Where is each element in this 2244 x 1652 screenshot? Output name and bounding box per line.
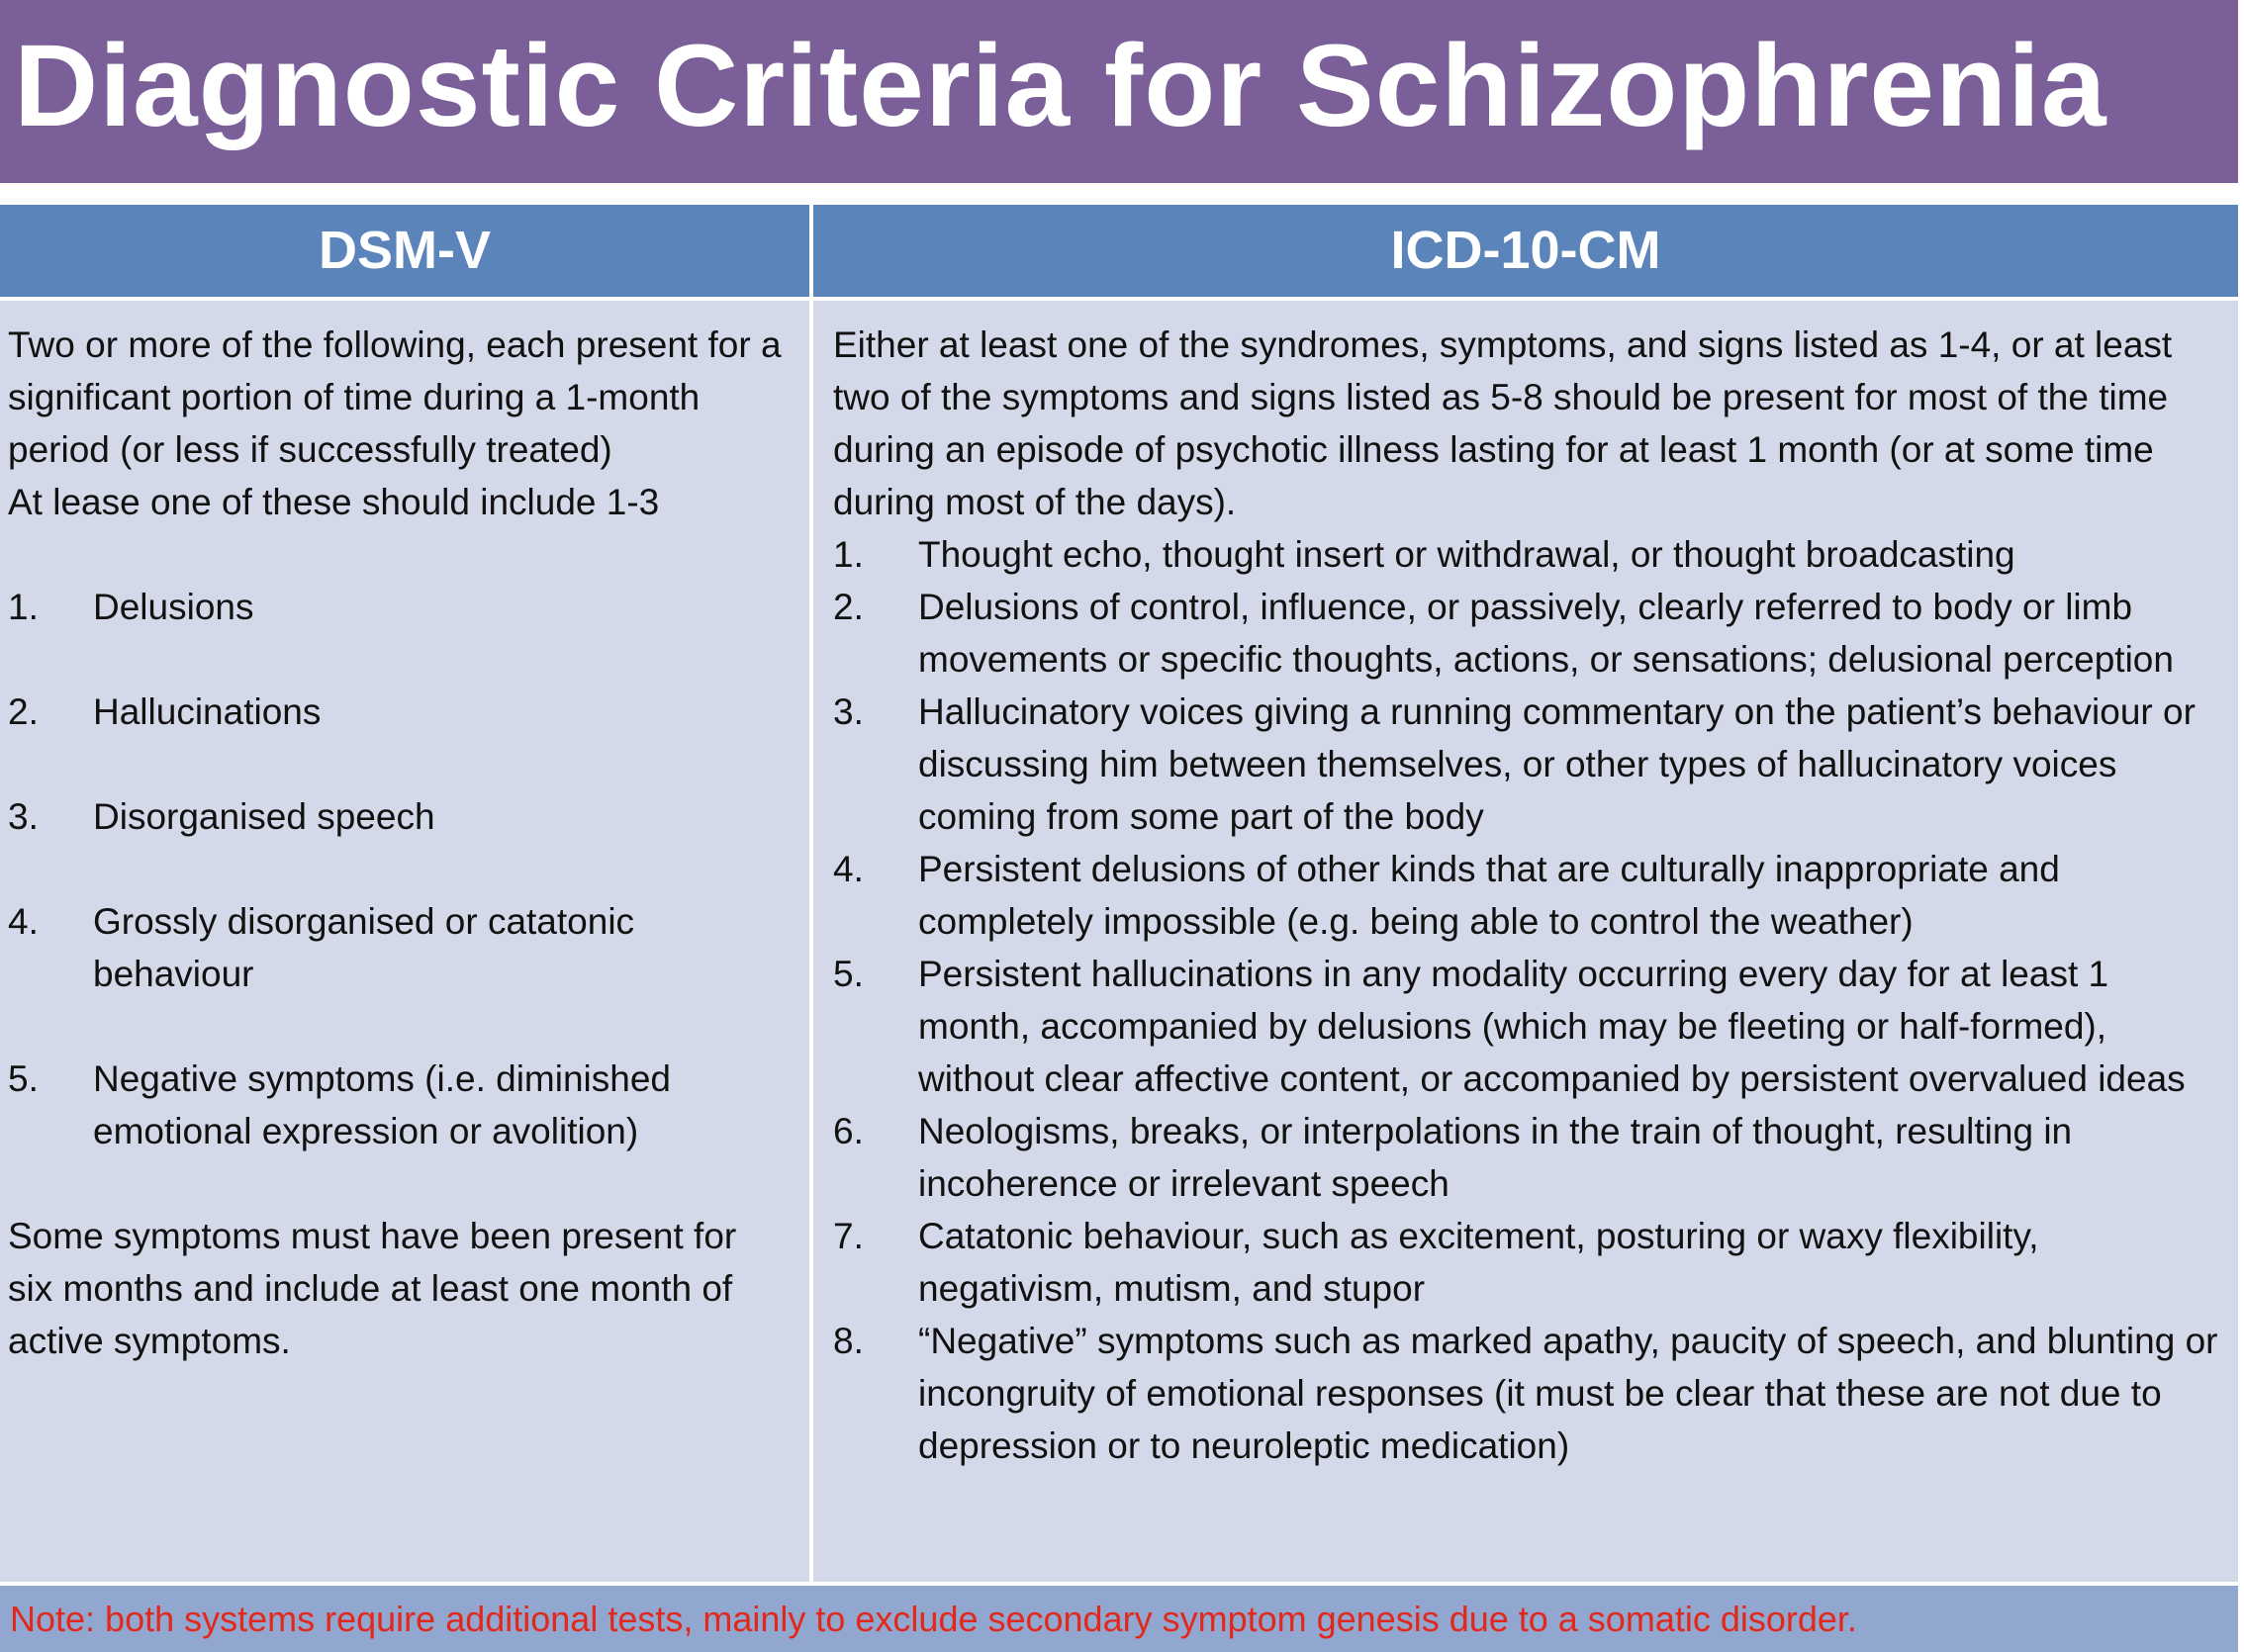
- icd-item-4: [833, 843, 2224, 948]
- icd-cell: [813, 301, 2238, 1582]
- icd-item-8: [833, 1315, 2224, 1472]
- item-text: Thought echo, thought insert or withdrawal, or thought broadcasting: [918, 534, 2015, 575]
- dsm-outro: Some symptoms must have been present for six months and include at least one month of active symptoms.: [8, 1216, 737, 1361]
- criteria-table: [0, 205, 2238, 1582]
- footnote-bar: [0, 1582, 2238, 1652]
- item-number: 3.: [833, 691, 864, 732]
- footnote-text: Note: both systems require additional tests, mainly to exclude secondary symptom genesis due to a somatic disorder.: [10, 1599, 1857, 1639]
- item-number: 3.: [8, 796, 39, 837]
- item-number: 8.: [833, 1321, 864, 1361]
- dsm-header: DSM-V: [0, 205, 809, 297]
- item-number: 2.: [8, 691, 39, 732]
- item-number: 7.: [833, 1216, 864, 1256]
- item-number: 2.: [833, 587, 864, 627]
- dsm-intro: Two or more of the following, each present for a significant portion of time during a 1-month period (or less if successfully treated): [8, 324, 782, 470]
- item-number: 5.: [8, 1058, 39, 1099]
- dsm-item-2: [8, 686, 799, 738]
- item-number: 4.: [8, 901, 39, 942]
- dsm-intro-note: At lease one of these should include 1-3: [8, 482, 660, 522]
- item-text: Negative symptoms (i.e. diminished emotional expression or avolition): [93, 1058, 671, 1151]
- item-text: Disorganised speech: [93, 796, 435, 837]
- dsm-item-1: [8, 581, 799, 633]
- icd-item-5: [833, 948, 2224, 1105]
- item-number: 6.: [833, 1111, 864, 1151]
- item-number: 1.: [833, 534, 864, 575]
- icd-item-7: [833, 1210, 2224, 1315]
- item-text: Catatonic behaviour, such as excitement, posturing or waxy flexibility, negativism, mutism, and stupor: [918, 1216, 2039, 1309]
- item-text: Hallucinations: [93, 691, 322, 732]
- dsm-cell: [0, 301, 809, 1582]
- icd-item-1: [833, 528, 2224, 581]
- icd-intro: Either at least one of the syndromes, symptoms, and signs listed as 1-4, or at least two of the symptoms and signs listed as 5-8 should be present for most of the time during an episode of psychotic illness lasting for at least 1 month (or at some time during most of the days).: [833, 324, 2173, 522]
- item-text: “Negative” symptoms such as marked apathy, paucity of speech, and blunting or incongruity of emotional responses (it must be clear that these are not due to depression or to neuroleptic medication): [918, 1321, 2218, 1466]
- item-text: Persistent hallucinations in any modality occurring every day for at least 1 month, accompanied by delusions (which may be fleeting or half-formed), without clear affective content, or accompanied by persistent overvalued ideas: [918, 954, 2186, 1099]
- page-title: Diagnostic Criteria for Schizophrenia: [14, 21, 2107, 151]
- right-edge-strip: [2238, 0, 2244, 1652]
- item-number: 1.: [8, 587, 39, 627]
- title-bar: [0, 0, 2244, 183]
- item-text: Persistent delusions of other kinds that are culturally inappropriate and completely impossible (e.g. being able to control the weather): [918, 849, 2060, 942]
- item-number: 5.: [833, 954, 864, 994]
- icd-item-2: [833, 581, 2224, 686]
- dsm-item-5: [8, 1053, 799, 1157]
- item-number: 4.: [833, 849, 864, 889]
- item-text: Neologisms, breaks, or interpolations in the train of thought, resulting in incoherence or irrelevant speech: [918, 1111, 2073, 1204]
- dsm-item-3: [8, 790, 799, 843]
- icd-header: ICD-10-CM: [813, 205, 2238, 297]
- title-gap: [0, 183, 2244, 205]
- item-text: Delusions: [93, 587, 254, 627]
- column-divider: [809, 205, 813, 1582]
- icd-item-6: [833, 1105, 2224, 1210]
- item-text: Grossly disorganised or catatonic behaviour: [93, 901, 635, 994]
- dsm-item-4: [8, 895, 799, 1000]
- item-text: Delusions of control, influence, or passively, clearly referred to body or limb movements or specific thoughts, actions, or sensations; delusional perception: [918, 587, 2174, 680]
- icd-item-3: [833, 686, 2224, 843]
- item-text: Hallucinatory voices giving a running commentary on the patient’s behaviour or discussing him between themselves, or other types of hallucinatory voices coming from some part of the body: [918, 691, 2196, 837]
